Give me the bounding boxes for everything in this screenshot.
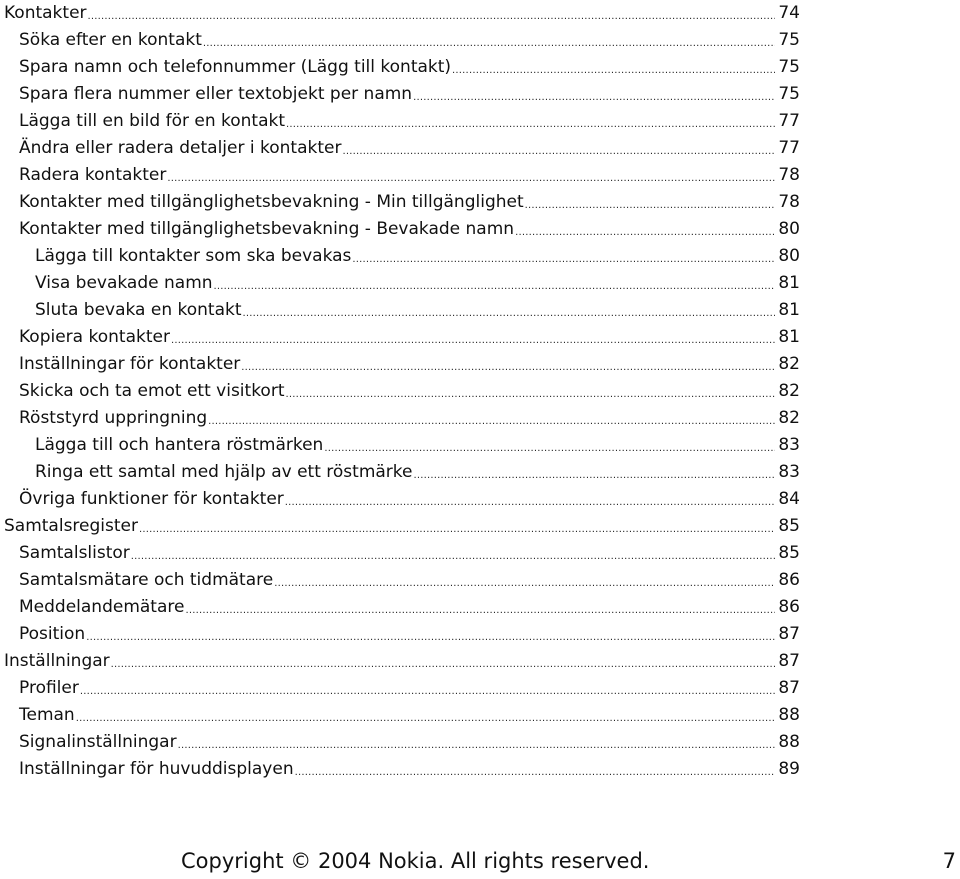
toc-entry-page: 87: [778, 651, 800, 671]
toc-entry-title: Samtalslistor: [19, 543, 130, 563]
toc-dot-leader: [285, 486, 775, 513]
toc-entry-title: Inställningar: [4, 651, 110, 671]
toc-entry-page: 77: [778, 111, 800, 131]
toc-entry-page: 84: [778, 489, 800, 509]
toc-entry-page: 80: [778, 219, 800, 239]
toc-entry[interactable]: [0, 567, 800, 594]
toc-entry-title: Kontakter med tillgänglighetsbevakning - Bevakade namn: [19, 219, 515, 239]
toc-entry[interactable]: [0, 189, 800, 216]
toc-dot-leader: [243, 297, 775, 324]
footer-copyright: Copyright © 2004 Nokia. All rights reserved.: [181, 849, 650, 873]
toc-entry[interactable]: [0, 675, 800, 702]
toc-dot-leader: [80, 675, 775, 702]
toc-entry-page: 88: [778, 705, 800, 725]
toc-entry-title: Position: [19, 624, 86, 644]
toc-dot-leader: [185, 594, 775, 621]
toc-entry-title: Övriga funktioner för kontakter: [19, 489, 284, 509]
toc-dot-leader: [76, 702, 775, 729]
toc-entry-title: Radera kontakter: [19, 165, 167, 185]
toc-entry[interactable]: [0, 729, 800, 756]
toc-entry[interactable]: [0, 81, 800, 108]
toc-entry-title: Lägga till en bild för en kontakt: [19, 111, 286, 131]
toc-entry-page: 75: [778, 84, 800, 104]
toc-entry[interactable]: [0, 324, 800, 351]
toc-dot-leader: [274, 567, 775, 594]
toc-entry-title: Ringa ett samtal med hjälp av ett röstmärke: [35, 462, 413, 482]
toc-entry-page: 81: [778, 300, 800, 320]
toc-entry[interactable]: [0, 594, 800, 621]
toc-dot-leader: [295, 756, 775, 783]
toc-dot-leader: [178, 729, 775, 756]
toc-dot-leader: [525, 189, 775, 216]
toc-entry-page: 81: [778, 273, 800, 293]
toc-entry-page: 86: [778, 597, 800, 617]
toc-entry-title: Kontakter med tillgänglighetsbevakning - Min tillgänglighet: [19, 192, 524, 212]
toc-entry-title: Signalinställningar: [19, 732, 177, 752]
toc-dot-leader: [515, 216, 775, 243]
toc-entry-page: 83: [778, 435, 800, 455]
toc-entry-page: 82: [778, 381, 800, 401]
toc-dot-leader: [352, 243, 775, 270]
toc-dot-leader: [452, 54, 775, 81]
toc-entry-page: 82: [778, 354, 800, 374]
toc-entry-title: Inställningar för huvuddisplayen: [19, 759, 294, 779]
toc-entry-title: Teman: [19, 705, 75, 725]
toc-entry-title: Profiler: [19, 678, 79, 698]
toc-dot-leader: [324, 432, 775, 459]
toc-entry[interactable]: [0, 297, 800, 324]
toc-entry-title: Ändra eller radera detaljer i kontakter: [19, 138, 342, 158]
toc-dot-leader: [241, 351, 775, 378]
toc-entry[interactable]: [0, 459, 800, 486]
toc-entry[interactable]: [0, 486, 800, 513]
toc-entry-page: 81: [778, 327, 800, 347]
toc-entry[interactable]: [0, 405, 800, 432]
toc-entry[interactable]: [0, 162, 800, 189]
toc-entry-page: 87: [778, 624, 800, 644]
toc-dot-leader: [139, 513, 775, 540]
toc-entry-title: Söka efter en kontakt: [19, 30, 202, 50]
toc-entry-title: Visa bevakade namn: [35, 273, 213, 293]
toc-entry[interactable]: [0, 216, 800, 243]
toc-entry-title: Lägga till och hantera röstmärken: [35, 435, 324, 455]
toc-entry-title: Lägga till kontakter som ska bevakas: [35, 246, 352, 266]
toc-entry-page: 85: [778, 543, 800, 563]
toc-dot-leader: [214, 270, 775, 297]
toc-entry-title: Spara namn och telefonnummer (Lägg till kontakt): [19, 57, 452, 77]
toc-entry-page: 80: [778, 246, 800, 266]
toc-dot-leader: [167, 162, 775, 189]
toc-entry-title: Skicka och ta emot ett visitkort: [19, 381, 285, 401]
toc-entry-page: 89: [778, 759, 800, 779]
toc-entry[interactable]: [0, 351, 800, 378]
toc-entry[interactable]: [0, 27, 800, 54]
footer-page-number: 7: [942, 849, 956, 873]
toc-entry-page: 88: [778, 732, 800, 752]
toc-entry[interactable]: [0, 540, 800, 567]
toc-entry[interactable]: [0, 135, 800, 162]
toc-entry[interactable]: [0, 756, 800, 783]
toc-dot-leader: [86, 621, 775, 648]
toc-entry-title: Samtalsregister: [4, 516, 138, 536]
toc-entry[interactable]: [0, 54, 800, 81]
toc-entry[interactable]: [0, 702, 800, 729]
toc-entry-title: Kontakter: [4, 3, 87, 23]
toc-entry-title: Meddelandemätare: [19, 597, 185, 617]
toc-entry-page: 75: [778, 30, 800, 50]
toc-dot-leader: [111, 648, 775, 675]
toc-entry-page: 85: [778, 516, 800, 536]
toc-entry[interactable]: [0, 513, 800, 540]
toc-entry-page: 75: [778, 57, 800, 77]
toc-entry[interactable]: [0, 432, 800, 459]
toc-entry-page: 78: [778, 192, 800, 212]
toc-entry-page: 86: [778, 570, 800, 590]
toc-dot-leader: [414, 459, 776, 486]
toc-entry[interactable]: [0, 621, 800, 648]
toc-dot-leader: [88, 0, 775, 27]
toc-entry-page: 74: [778, 3, 800, 23]
toc-dot-leader: [171, 324, 775, 351]
toc-entry-page: 87: [778, 678, 800, 698]
toc-dot-leader: [131, 540, 775, 567]
toc-entry-title: Spara flera nummer eller textobjekt per namn: [19, 84, 413, 104]
toc-entry[interactable]: [0, 378, 800, 405]
toc-dot-leader: [413, 81, 775, 108]
toc-entry[interactable]: [0, 0, 800, 27]
toc-dot-leader: [342, 135, 775, 162]
toc-dot-leader: [286, 108, 775, 135]
toc-entry[interactable]: [0, 270, 800, 297]
toc-entry[interactable]: [0, 108, 800, 135]
toc-dot-leader: [208, 405, 775, 432]
toc-entry-page: 83: [778, 462, 800, 482]
toc-entry-title: Kopiera kontakter: [19, 327, 170, 347]
toc-entry-title: Röststyrd uppringning: [19, 408, 208, 428]
toc-entry[interactable]: [0, 648, 800, 675]
toc-entry[interactable]: [0, 243, 800, 270]
toc-dot-leader: [286, 378, 776, 405]
toc-dot-leader: [203, 27, 775, 54]
toc-entry-title: Inställningar för kontakter: [19, 354, 241, 374]
toc-entry-title: Samtalsmätare och tidmätare: [19, 570, 274, 590]
toc-entry-page: 77: [778, 138, 800, 158]
toc-entry-title: Sluta bevaka en kontakt: [35, 300, 242, 320]
toc-entry-page: 82: [778, 408, 800, 428]
toc-entry-page: 78: [778, 165, 800, 185]
